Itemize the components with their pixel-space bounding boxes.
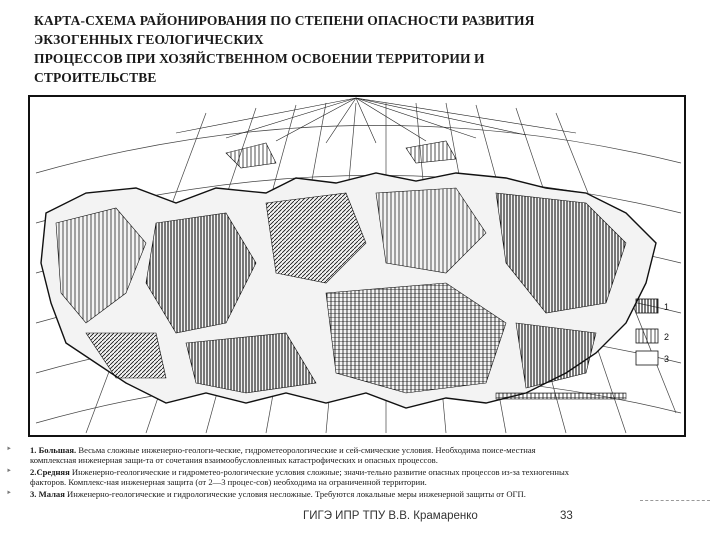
bullet-2-text: Инженерно-геологические и гидрометео-рологические условия сложные; значи-тельно развитие опасных процессов из-за техногенных: [69, 467, 570, 477]
bullet-item-2-cont: [30, 477, 720, 488]
bullet-marker-1: ‣: [6, 444, 12, 455]
bullet-2-label: 2.Средняя: [30, 467, 70, 477]
legend-label-1: 1: [664, 302, 670, 312]
slide-footer: [0, 507, 720, 527]
page-number: 33: [560, 510, 573, 522]
bullet-3-label: 3. Малая: [30, 489, 65, 499]
map-scale-bar: [496, 393, 626, 399]
slide-title: [34, 11, 634, 87]
title-line-4: СТРОИТЕЛЬСТВЕ: [34, 70, 157, 85]
bullet-marker-3: ‣: [6, 488, 12, 499]
bullet-marker-2: ‣: [6, 466, 12, 477]
legend-label-3: 3: [664, 354, 670, 364]
title-line-3: ПРОЦЕССОВ ПРИ ХОЗЯЙСТВЕННОМ ОСВОЕНИИ ТЕРРИТОРИИ И: [34, 51, 485, 66]
bullet-3-text: Инженерно-геологические и гидрологические условия несложные. Требуются локальные меры инженерной защиты от ОГП.: [64, 489, 526, 499]
title-line-1: КАРТА-СХЕМА РАЙОНИРОВАНИЯ ПО СТЕПЕНИ ОПАСНОСТИ РАЗВИТИЯ: [34, 13, 535, 28]
map-legend: [636, 299, 669, 365]
legend-swatch-2: [636, 329, 658, 343]
bullet-item-1: [30, 445, 720, 456]
bullet-item-1-cont: [30, 455, 720, 466]
footer-author: ГИГЭ ИПР ТПУ В.В. Крамаренко: [303, 510, 478, 522]
legend-label-2: 2: [664, 332, 670, 342]
legend-swatch-1: [636, 299, 658, 313]
footer-divider: [640, 500, 710, 502]
bullet-item-3: [30, 489, 720, 500]
legend-swatch-3: [636, 351, 658, 365]
map-image: [26, 93, 690, 440]
title-line-2: ЭКЗОГЕННЫХ ГЕОЛОГИЧЕСКИХ: [34, 32, 264, 47]
bullet-1-text: Весьма сложные инженерно-геологи-ческие, гидрометеорологические и сей-смические условия. Необходима поисе-местная: [76, 445, 536, 455]
bullet-2-cont-text: факторов. Комплекс-ная инженерная защита (от 2—3 процес-сов) необходима на ограниченной территории.: [30, 477, 427, 487]
bullet-1-label: 1. Большая.: [30, 445, 77, 455]
bullet-item-2: [30, 467, 720, 478]
zoning-map-svg: [26, 93, 690, 440]
bullet-1-cont-text: комплексная инженерная защи-та от сочетания взаимообусловленных катастрофических и опасных процессов.: [30, 455, 438, 465]
